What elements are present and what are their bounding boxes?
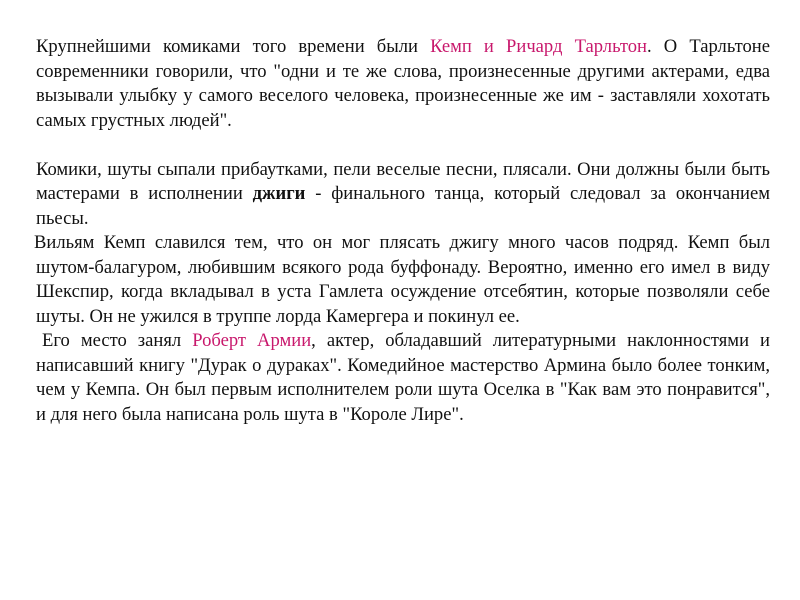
paragraph-armin-text-end: , актер, обладавший литературными наклонностями и написавший книгу "Дурак о дураках". Комедийное мастерство Армина было более тонким, чем у Кемпа. Он был первым исполнителем роли шута Оселка в "Как вам это понравится", и для него была написана роль шута в "Короле Лире". (36, 330, 770, 425)
text-block (36, 35, 770, 427)
paragraph-comedians-text-end: . О Тарльтоне современники говорили, что "одни и те же слова, произнесенные другими актерами, едва вызывали улыбку у самого веселого человека, произнесенные же им - заставляли хохотать самых грустных людей". (36, 36, 770, 131)
highlight-kemp-tarlton: Кемп и Ричард Тарльтон (430, 36, 647, 57)
paragraph-armin (36, 329, 770, 427)
paragraph-spacer (36, 133, 770, 158)
paragraph-jig-text-start: Комики, шуты сыпали прибаутками, пели веселые песни, плясали. Они должны были быть мастерами в исполнении (36, 158, 770, 204)
paragraph-jig-text-end: - финального танца, который следовал за окончанием пьесы. (36, 183, 771, 229)
bold-term-jig: джиги (252, 183, 306, 204)
paragraph-kemp-text: Вильям Кемп славился тем, что он мог плясать джигу много часов подряд. Кемп был шутом-балагуром, любившим всякого рода буффонаду. Вероятно, именно его имел в виду Шекспир, когда вкладывал в уста Гамлета осуждение отсебятин, которые позволяли себе шуты. Он не ужился в труппе лорда Камергера и покинул ее. (34, 232, 770, 327)
paragraph-kemp (36, 231, 770, 329)
paragraph-jig (36, 158, 770, 232)
paragraph-comedians-text-start: Крупнейшими комиками того времени были (36, 36, 431, 57)
paragraph-comedians (36, 35, 770, 133)
paragraph-armin-text-start: Его место занял (42, 330, 193, 351)
highlight-robert-armin: Роберт Армии (192, 330, 312, 351)
